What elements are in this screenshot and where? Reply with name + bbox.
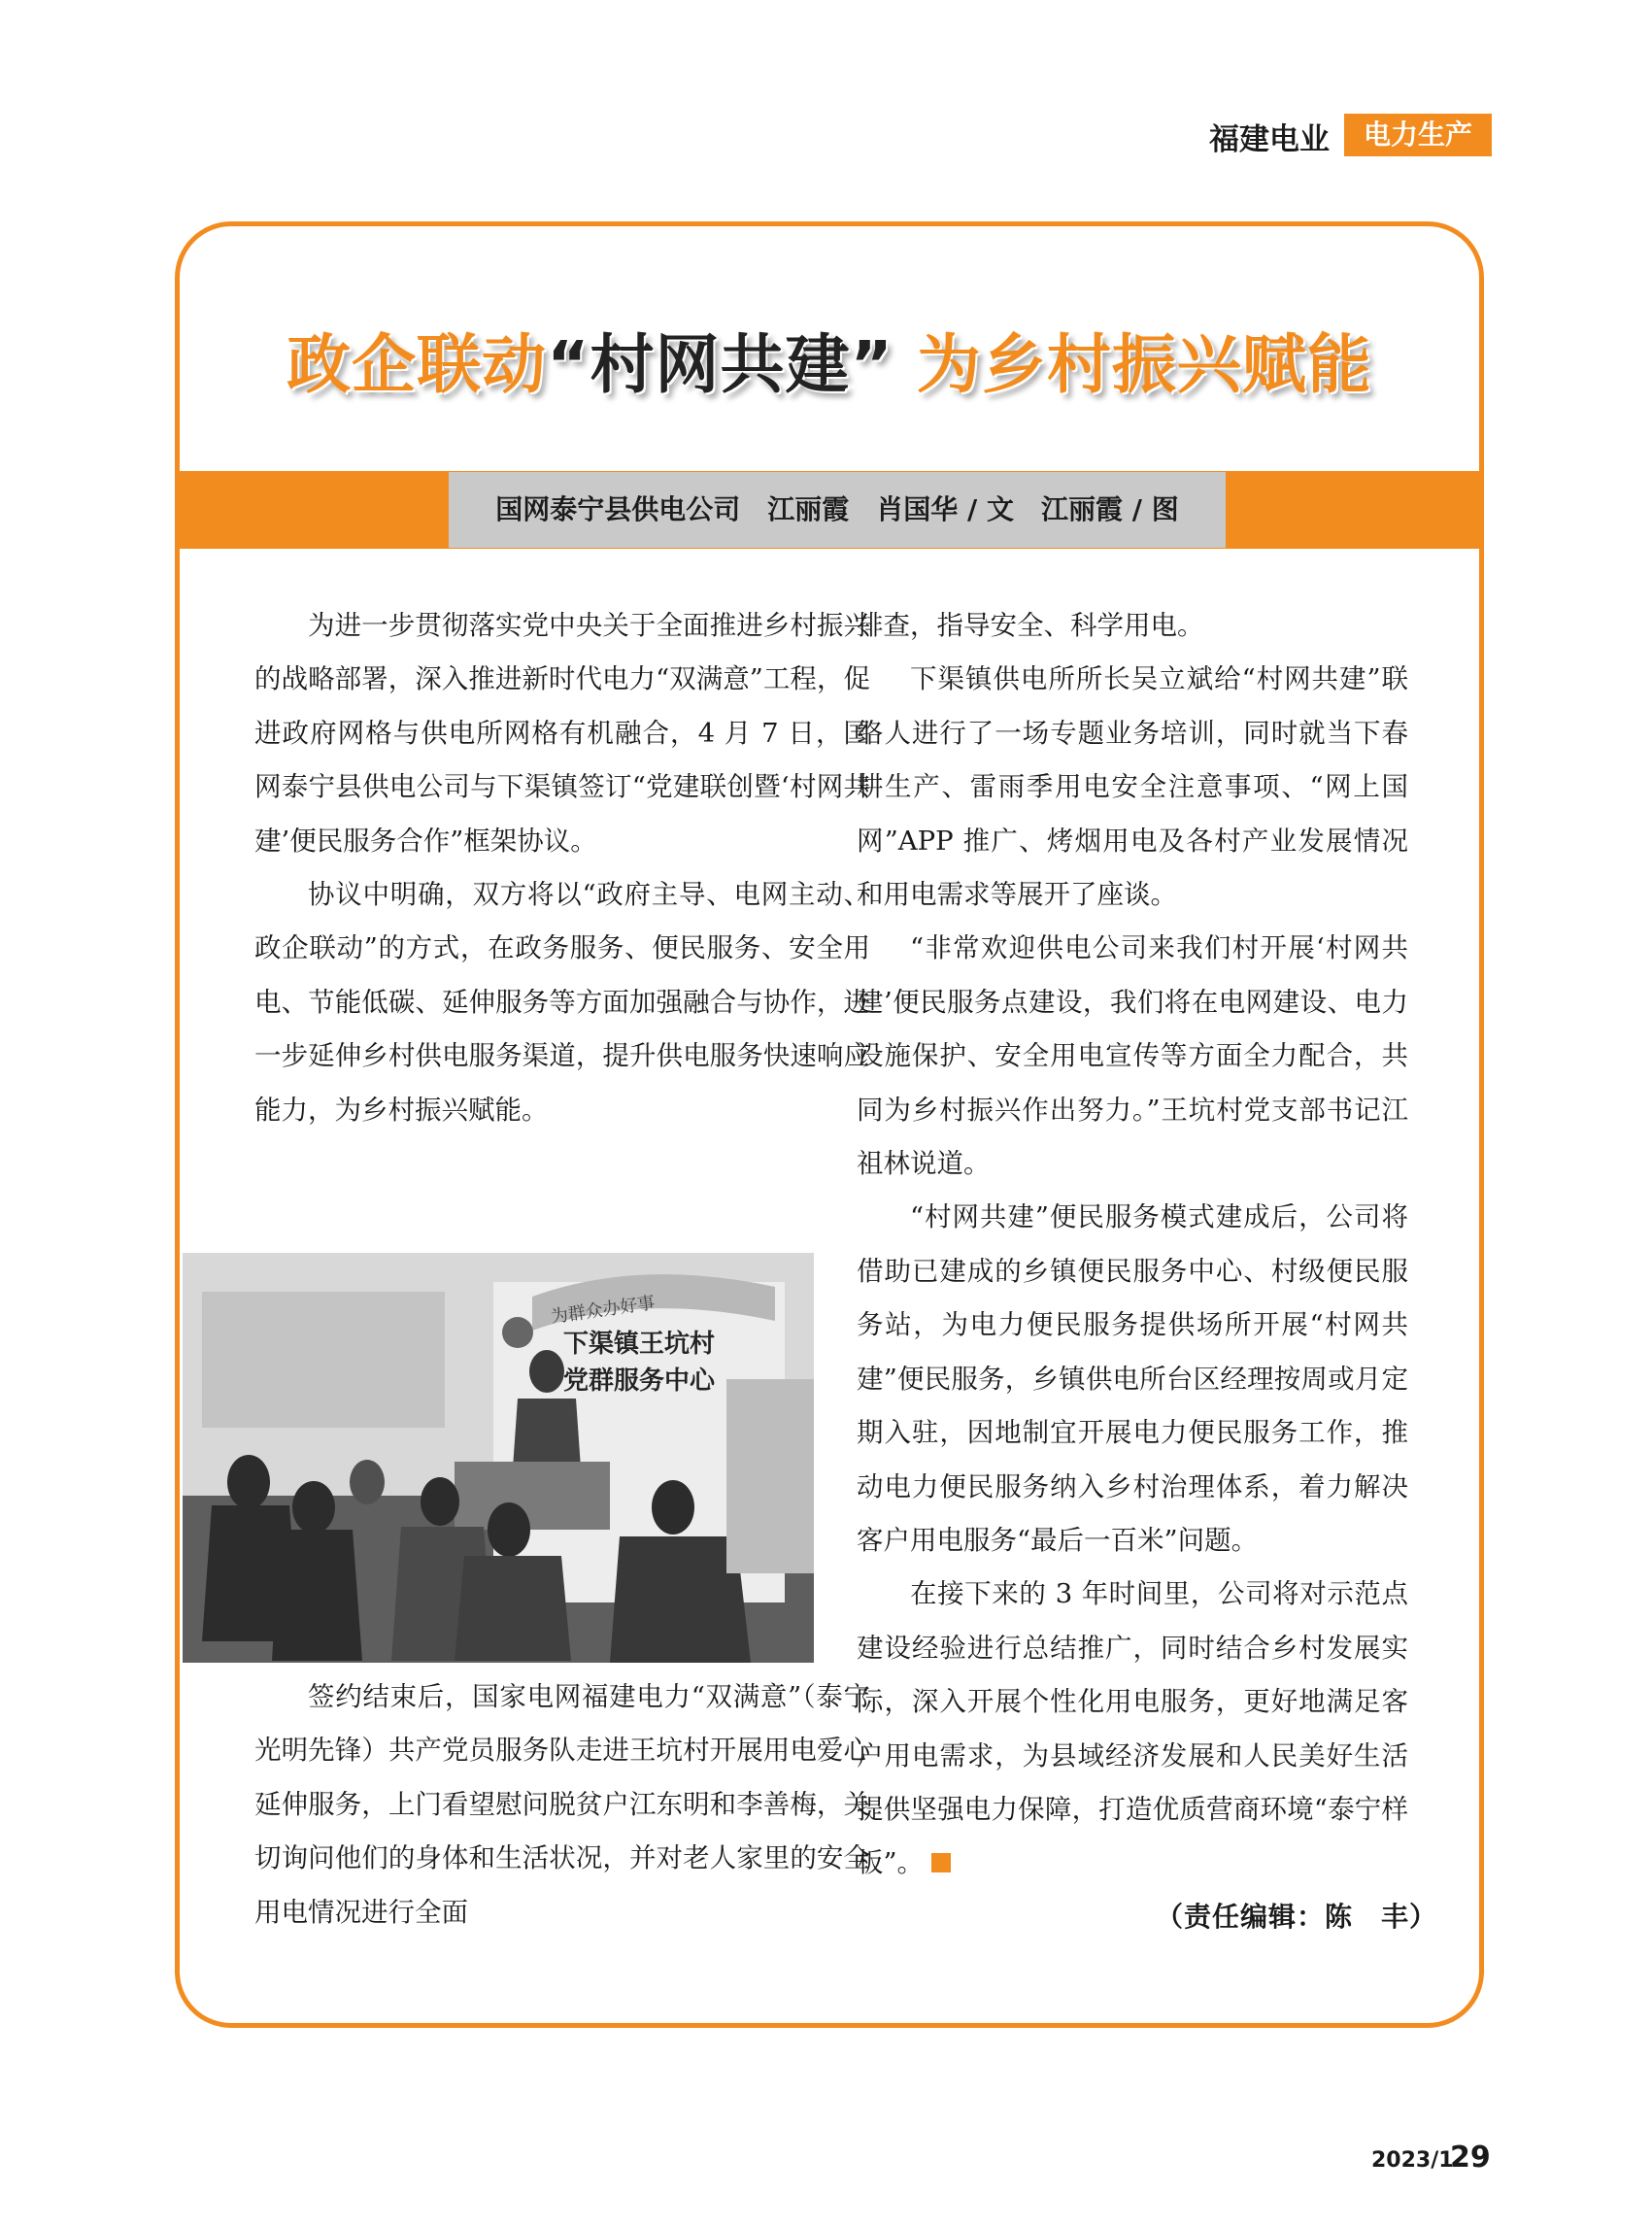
paragraph: “非常欢迎供电公司来我们村开展‘村网共建’便民服务点建设，我们将在电网建设、电力设施保护、安全用电宣传等方面全力配合，共同为乡村振兴作出努力。”王坑村党支部书记江祖林说道。 <box>857 932 1408 1180</box>
paragraph: “村网共建”便民服务模式建成后，公司将借助已建成的乡镇便民服务中心、村级便民服务站，为电力便民服务提供场所开展“村网共建”便民服务，乡镇供电所台区经理按周或月定期入驻，因地制宜开展电力便民服务工作，推动电力便民服务纳入乡村治理体系，着力解决客户用电服务“最后一百米”问题。 <box>857 1201 1408 1556</box>
paragraph-continued: 排查，指导安全、科学用电。 <box>857 610 1204 641</box>
left-column-bottom <box>254 1670 870 1939</box>
photo-banner-text: 为群众办好事 <box>549 1293 657 1328</box>
paragraph: 签约结束后，国家电网福建电力“双满意”（泰宁光明先锋）共产党员服务队走进王坑村开展用电爱心延伸服务，上门看望慰问脱贫户江东明和李善梅，关切询问他们的身体和生活状况，并对老人家里的安全用电情况进行全面 <box>254 1681 870 1928</box>
title-part-c: 为乡村振兴赋能 <box>916 327 1372 402</box>
paragraph-last-text: 在接下来的 3 年时间里，公司将对示范点建设经验进行总结推广，同时结合乡村发展实际，深入开展个性化用电服务，更好地满足客户用电需求，为县域经济发展和人民美好生活提供坚强电力保障，打造优质营商环境“泰宁样板”。 <box>857 1578 1408 1879</box>
title-part-b: “村网共建” <box>547 327 893 402</box>
end-mark-icon <box>931 1853 951 1872</box>
article-title <box>175 313 1484 405</box>
left-column-top <box>254 599 870 1137</box>
byline: 国网泰宁县供电公司 江丽霞 肖国华 / 文 江丽霞 / 图 <box>449 472 1226 548</box>
photo-sign-line2: 党群服务中心 <box>563 1366 716 1396</box>
paragraph: 为进一步贯彻落实党中央关于全面推进乡村振兴的战略部署，深入推进新时代电力“双满意”工程，促进政府网格与供电所网格有机融合，4 月 7 日，国网泰宁县供电公司与下渠镇签订“党建联创暨‘村网共建’便民服务合作”框架协议。 <box>254 610 870 857</box>
speaker <box>529 1350 564 1393</box>
paragraph: 下渠镇供电所所长吴立斌给“村网共建”联络人进行了一场专题业务培训，同时就当下春耕生产、雷雨季用电安全注意事项、“网上国网”APP 推广、烤烟用电及各村产业发展情况和用电需求等展开了座谈。 <box>857 663 1408 911</box>
issue-number: 2023/1 <box>1371 2148 1454 2173</box>
section-label: 电力生产 <box>1344 114 1492 156</box>
article-photo <box>183 1253 814 1663</box>
page-number: 29 <box>1450 2141 1491 2175</box>
publication-name: 福建电业 <box>1209 122 1330 157</box>
paragraph-last <box>857 1568 1408 1890</box>
responsible-editor: （责任编辑：陈 丰） <box>1156 1901 1438 1933</box>
photo-sign-line1: 下渠镇王坑村 <box>563 1330 716 1359</box>
party-emblem-icon <box>502 1317 533 1348</box>
paragraph: 协议中明确，双方将以“政府主导、电网主动、政企联动”的方式，在政务服务、便民服务、安全用电、节能低碳、延伸服务等方面加强融合与协作，进一步延伸乡村供电服务渠道，提升供电服务快速响应能力，为乡村振兴赋能。 <box>254 879 870 1126</box>
title-part-a: 政企联动 <box>287 327 548 402</box>
right-column <box>857 599 1408 1891</box>
